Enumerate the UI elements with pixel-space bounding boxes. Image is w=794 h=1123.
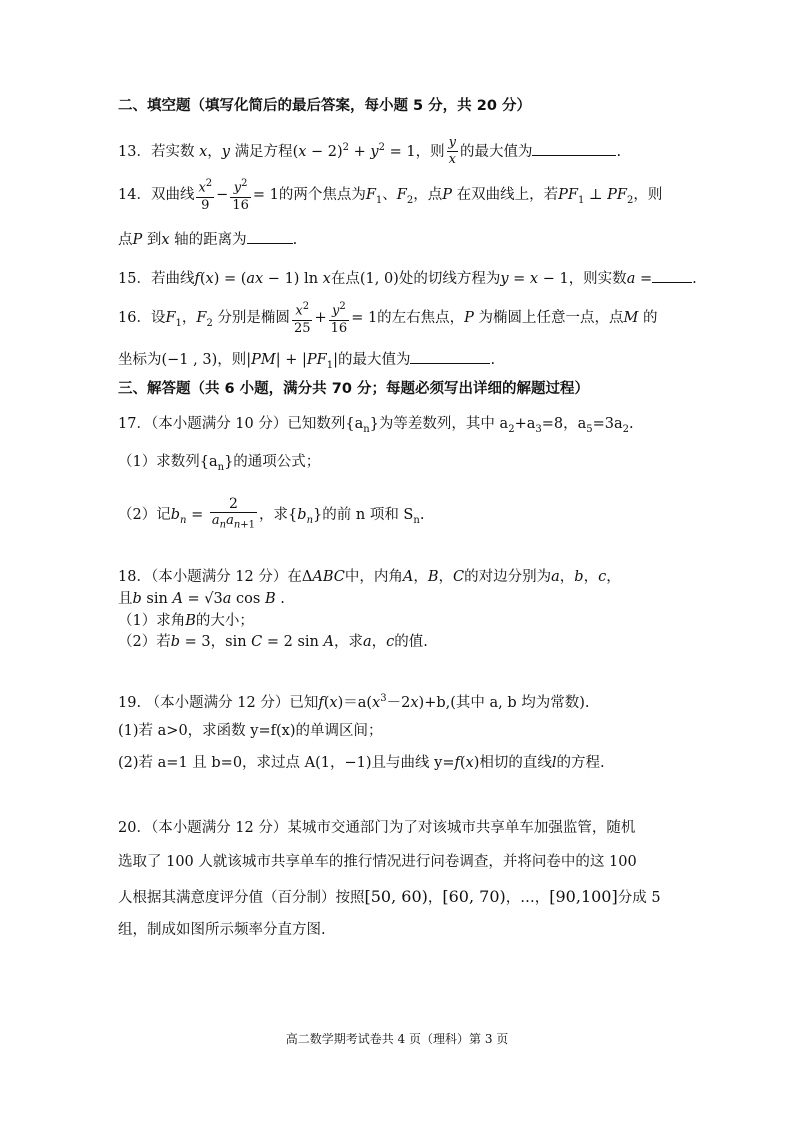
q17-text: +a — [514, 416, 536, 432]
question-17-part1: （1）求数列$\{a_n\}$的通项公式； — [118, 454, 321, 473]
q19-text: 19. （本小题满分 12 分）已知 — [118, 694, 319, 711]
question-17-part2: （2）记$b_n$ = $\frac{2}{a_na_{n+1}}$ ，求$\{b_n\}$的前 n 项和 $S_n$. — [118, 492, 424, 538]
question-19-part2: (2)若 a=1 且 b=0，求过点 A(1，−1)且与曲线 y=f(x)相切的直线l的方程. — [118, 755, 605, 771]
page-footer: 高二数学期考试卷共 4 页（理科）第 3 页 — [285, 1032, 509, 1046]
q18-text: ， — [413, 569, 428, 585]
question-18-part2: （2）若b = 3，sin C = 2 sin A，求a，c的值. — [118, 634, 428, 650]
q18-text: 中，内角 — [344, 569, 403, 585]
q19-text: 的方程. — [556, 755, 605, 771]
q20-text: ，…， — [505, 890, 550, 906]
q16-text: 设 — [150, 310, 166, 326]
q14-text: 的两个焦点为 — [278, 187, 366, 203]
question-15: 15．若曲线f(x) = (ax − 1) ln x在点(1, 0)处的切线方程为y = x − 1，则实数a = . — [118, 268, 697, 289]
q16-text: 的最大值为 — [337, 352, 411, 368]
q18-text: ，求 — [333, 634, 363, 650]
question-19: 19. （本小题满分 12 分）已知$f(x)=a(x^3-2x)+b$,(其中 a, b 均为常数). — [118, 693, 590, 711]
q16-answer-blank — [410, 349, 490, 364]
q13-text: 满足方程 — [234, 143, 293, 160]
q15-answer-blank — [652, 268, 692, 283]
q17-fraction: $\frac{2}{a_na_{n+1}}$ — [211, 496, 256, 531]
q16-text: 的左右焦点， — [377, 310, 465, 326]
q13-text: 的最大值为 — [459, 143, 533, 160]
question-14: 14．双曲线 $\frac{x^2}{9}$ − $\frac{y^2}{16}$ = 1的两个焦点为$F_1$、$F_2$，点P 在双曲线上，若$PF_1$ ⊥ $PF_2$，则 — [118, 178, 663, 213]
q18-text: ， — [371, 634, 387, 650]
q18-text: 的值. — [394, 634, 428, 650]
section2-heading: 二、填空题（填写化简后的最后答案，每小题 5 分，共 20 分） — [118, 98, 531, 114]
question-16-line2: 坐标为(−1 , 3)，则$|PM| + |PF_1|$的最大值为 . — [118, 349, 495, 376]
q20-text: ， — [427, 890, 443, 906]
q19-text: (其中 a, b 均为常数). — [450, 694, 590, 711]
question-14-line2: 点P 到x 轴的距离为 . — [118, 229, 297, 250]
q17-text: }的通项公式； — [224, 454, 321, 470]
question-18-part1: （1）求角B的大小； — [118, 613, 254, 629]
q17-text: }的前 n 项和 S — [313, 507, 414, 523]
question-20-line4: 组，制成如图所示频率分直方图. — [118, 922, 326, 938]
question-20-line3: 人根据其满意度评分值（百分制）按照[50, 60)，[60, 70)，…，[90,100]分成 5 — [118, 887, 661, 906]
q13-answer-blank — [532, 141, 616, 156]
q18-text: ， — [210, 634, 226, 650]
q14-answer-blank — [247, 229, 293, 244]
q17-text: （1）求数列{a — [118, 454, 218, 470]
q18-text: ， — [438, 569, 453, 585]
q17-text: 17．（本小题满分 10 分）已知数列{a — [118, 416, 364, 432]
q14-text: ，则 — [633, 187, 663, 203]
q18-text: 的对边分别为 — [464, 569, 552, 585]
q16-number: 16． — [118, 310, 151, 326]
q14-text: 在双曲线上，若 — [456, 187, 559, 203]
q19-text: 相切的直线 — [479, 755, 552, 771]
q13-fraction: $\frac{y}{x}$ — [448, 135, 456, 168]
q20-text: 分成 5 — [617, 890, 661, 906]
q14-fraction-x: $\frac{x^2}{9}$ — [198, 178, 213, 213]
q18-text: 18．（本小题满分 12 分）在 — [118, 569, 302, 585]
q17-text: }为等差数列，其中 a — [369, 416, 509, 432]
q14-text: 点 — [118, 232, 133, 248]
q17-text: =8，a — [541, 416, 587, 432]
question-17: 17．（本小题满分 10 分）已知数列$\{a_n\}$为等差数列，其中 $a_2+a_3=8$，$a_5=3a_2$. — [118, 416, 634, 435]
q14-text: 轴的距离为 — [174, 232, 247, 248]
q16-text: ，则 — [217, 352, 247, 368]
q18-text: （1）求角 — [118, 613, 186, 629]
question-13: 13．若实数 x，y 满足方程$(x - 2)^2 + y^2 = 1$，则 $\frac{y}{x}$ 的最大值为 . — [118, 135, 622, 168]
q16-text: 的 — [643, 310, 658, 326]
q16-text: 为椭圆上任意一点，点 — [478, 310, 624, 326]
q20-text: 人根据其满意度评分值（百分制）按照 — [118, 890, 365, 906]
q17-text: （2）记 — [118, 507, 171, 523]
q17-text: . — [629, 416, 634, 432]
q16-end: . — [490, 352, 496, 368]
q17-text: ，求{ — [259, 507, 298, 523]
q15-number: 15． — [118, 271, 151, 287]
q18-text: （2）若 — [118, 634, 171, 650]
q16-fraction-x: $\frac{x^2}{25}$ — [293, 301, 311, 336]
q13-number: 13． — [118, 143, 151, 160]
q16-text: 坐标为 — [118, 352, 162, 368]
q15-end: . — [692, 271, 697, 287]
q17-text: . — [419, 507, 425, 523]
q14-text: ，点 — [413, 187, 443, 203]
question-18: 18．（本小题满分 12 分）在ΔABC中，内角A，B，C的对边分别为a，b，c， — [118, 569, 621, 585]
q15-text: ，则实数 — [568, 271, 627, 287]
q14-end: . — [292, 232, 298, 248]
question-20-line1: 20．（本小题满分 12 分）某城市交通部门为了对该城市共享单车加强监管，随机 — [118, 820, 636, 836]
q16-text: 分别是椭圆 — [217, 310, 290, 326]
question-20-line2: 选取了 100 人就该城市共享单车的推行情况进行问卷调查，并将问卷中的这 100 — [118, 854, 637, 870]
q14-text: 到 — [146, 232, 162, 248]
q17-text: =3a — [592, 416, 623, 432]
section3-heading: 三、解答题（共 6 小题，满分共 70 分；每题必须写出详细的解题过程） — [118, 381, 589, 397]
q14-number: 14． — [118, 187, 151, 203]
q15-text: 若曲线 — [150, 271, 195, 287]
q13-text: ，则 — [415, 143, 445, 160]
q13-text: 若实数 — [150, 143, 195, 160]
q16-fraction-y: $\frac{y^2}{16}$ — [330, 301, 348, 336]
q13-end: . — [616, 143, 622, 160]
q18-text: 的大小； — [195, 613, 254, 629]
q19-text: (2)若 a=1 且 b=0，求过点 A(1，−1)且与曲线 y= — [118, 755, 455, 771]
q14-text: 双曲线 — [150, 187, 195, 203]
q18-text: 且 — [118, 591, 133, 607]
q14-fraction-y: $\frac{y^2}{16}$ — [232, 178, 249, 213]
question-16: 16．设$F_1$，$F_2$ 分别是椭圆 $\frac{x^2}{25}$ + $\frac{y^2}{16}$ = 1的左右焦点，P 为椭圆上任意一点，点M 的 — [118, 301, 658, 336]
q15-text: 处的切线方程为 — [398, 271, 501, 287]
question-18-line2: 且b sin A = √3a cos B . — [118, 591, 285, 607]
q15-text: 在点 — [330, 271, 360, 287]
question-19-part1: (1)若 a>0，求函数 y=f(x)的单调区间； — [118, 723, 383, 739]
